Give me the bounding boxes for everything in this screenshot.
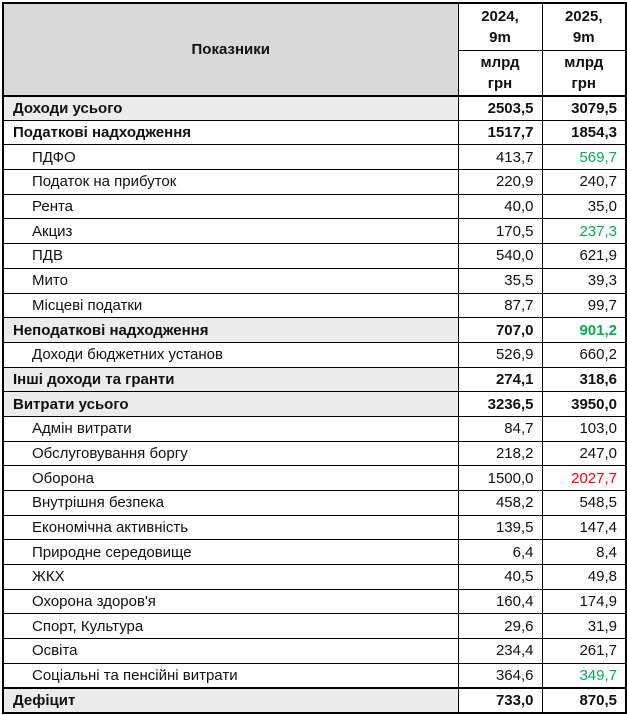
table-row (3, 194, 626, 219)
row-label: ПДФО (3, 145, 458, 170)
row-label: Природне середовище (3, 540, 458, 565)
table-row (3, 244, 626, 269)
value-2025: 99,7 (542, 293, 626, 318)
table-row (3, 466, 626, 491)
column-units-2025 (542, 50, 626, 96)
value-2024: 274,1 (458, 367, 542, 392)
table-row (3, 342, 626, 367)
table-row (3, 491, 626, 516)
value-2024: 526,9 (458, 342, 542, 367)
value-2024: 220,9 (458, 170, 542, 195)
value-2025: 3950,0 (542, 392, 626, 417)
value-2025: 901,2 (542, 318, 626, 343)
value-2024: 84,7 (458, 416, 542, 441)
value-2025: 3079,5 (542, 96, 626, 121)
row-label: Витрати усього (3, 392, 458, 417)
column-2024-year: 2024, (481, 7, 519, 25)
table-row (3, 392, 626, 417)
value-2024: 40,5 (458, 565, 542, 590)
value-2025: 569,7 (542, 145, 626, 170)
row-label: Внутрішня безпека (3, 491, 458, 516)
table-row (3, 565, 626, 590)
table-row (3, 416, 626, 441)
value-2025: 31,9 (542, 614, 626, 639)
row-label: Спорт, Культура (3, 614, 458, 639)
row-label: Рента (3, 194, 458, 219)
value-2024: 3236,5 (458, 392, 542, 417)
value-2025: 548,5 (542, 491, 626, 516)
row-label: ПДВ (3, 244, 458, 269)
value-2024: 35,5 (458, 268, 542, 293)
value-2024: 29,6 (458, 614, 542, 639)
table-row (3, 120, 626, 145)
row-label: Економічна активність (3, 515, 458, 540)
units-2025-line2: грн (571, 74, 596, 92)
row-label: Місцеві податки (3, 293, 458, 318)
value-2025: 174,9 (542, 589, 626, 614)
column-header-2024 (458, 3, 542, 50)
value-2024: 218,2 (458, 441, 542, 466)
table-row (3, 688, 626, 713)
value-2025: 660,2 (542, 342, 626, 367)
row-label: Охорона здоров'я (3, 589, 458, 614)
column-2025-year: 2025, (564, 7, 603, 25)
budget-indicators-table (2, 2, 627, 714)
value-2024: 364,6 (458, 663, 542, 688)
value-2024: 6,4 (458, 540, 542, 565)
value-2025: 35,0 (542, 194, 626, 219)
table-row (3, 589, 626, 614)
units-2025-line1: млрд (564, 53, 604, 71)
column-2025-period: 9m (572, 28, 595, 46)
row-label: Інші доходи та гранти (3, 367, 458, 392)
value-2025: 8,4 (542, 540, 626, 565)
indicators-column-header: Показники (3, 3, 458, 96)
value-2024: 40,0 (458, 194, 542, 219)
value-2024: 413,7 (458, 145, 542, 170)
value-2025: 870,5 (542, 688, 626, 713)
value-2024: 458,2 (458, 491, 542, 516)
value-2025: 318,6 (542, 367, 626, 392)
row-label: Соціальні та пенсійні витрати (3, 663, 458, 688)
table-body (3, 96, 626, 713)
row-label: Податок на прибуток (3, 170, 458, 195)
value-2025: 349,7 (542, 663, 626, 688)
column-header-2025 (542, 3, 626, 50)
value-2025: 240,7 (542, 170, 626, 195)
value-2024: 540,0 (458, 244, 542, 269)
table-row (3, 219, 626, 244)
value-2024: 2503,5 (458, 96, 542, 121)
value-2025: 1854,3 (542, 120, 626, 145)
value-2025: 621,9 (542, 244, 626, 269)
value-2024: 139,5 (458, 515, 542, 540)
row-label: Акциз (3, 219, 458, 244)
value-2024: 234,4 (458, 639, 542, 664)
value-2025: 237,3 (542, 219, 626, 244)
value-2025: 261,7 (542, 639, 626, 664)
column-2024-period: 9m (489, 28, 511, 46)
value-2024: 707,0 (458, 318, 542, 343)
row-label: Адмін витрати (3, 416, 458, 441)
value-2025: 103,0 (542, 416, 626, 441)
row-label: Неподаткові надходження (3, 318, 458, 343)
table-row (3, 318, 626, 343)
table-row (3, 540, 626, 565)
row-label: Освіта (3, 639, 458, 664)
value-2024: 1517,7 (458, 120, 542, 145)
value-2025: 39,3 (542, 268, 626, 293)
value-2025: 247,0 (542, 441, 626, 466)
value-2024: 1500,0 (458, 466, 542, 491)
table-row (3, 145, 626, 170)
table-row (3, 441, 626, 466)
table-row (3, 614, 626, 639)
value-2024: 170,5 (458, 219, 542, 244)
table-row (3, 96, 626, 121)
table-row (3, 268, 626, 293)
table-row (3, 515, 626, 540)
value-2025: 2027,7 (542, 466, 626, 491)
value-2024: 160,4 (458, 589, 542, 614)
table-row (3, 663, 626, 688)
row-label: Обслуговування боргу (3, 441, 458, 466)
row-label: Дефіцит (3, 688, 458, 713)
column-units-2024 (458, 50, 542, 96)
table-row (3, 170, 626, 195)
value-2024: 733,0 (458, 688, 542, 713)
row-label: Мито (3, 268, 458, 293)
row-label: Оборона (3, 466, 458, 491)
row-label: Доходи усього (3, 96, 458, 121)
table-row (3, 367, 626, 392)
value-2025: 49,8 (542, 565, 626, 590)
row-label: Доходи бюджетних установ (3, 342, 458, 367)
value-2024: 87,7 (458, 293, 542, 318)
value-2025: 147,4 (542, 515, 626, 540)
row-label: Податкові надходження (3, 120, 458, 145)
units-2024-line1: млрд (480, 53, 520, 71)
table-header (3, 3, 626, 96)
row-label: ЖКХ (3, 565, 458, 590)
table-row (3, 639, 626, 664)
units-2024-line2: грн (487, 74, 513, 92)
table-row (3, 293, 626, 318)
